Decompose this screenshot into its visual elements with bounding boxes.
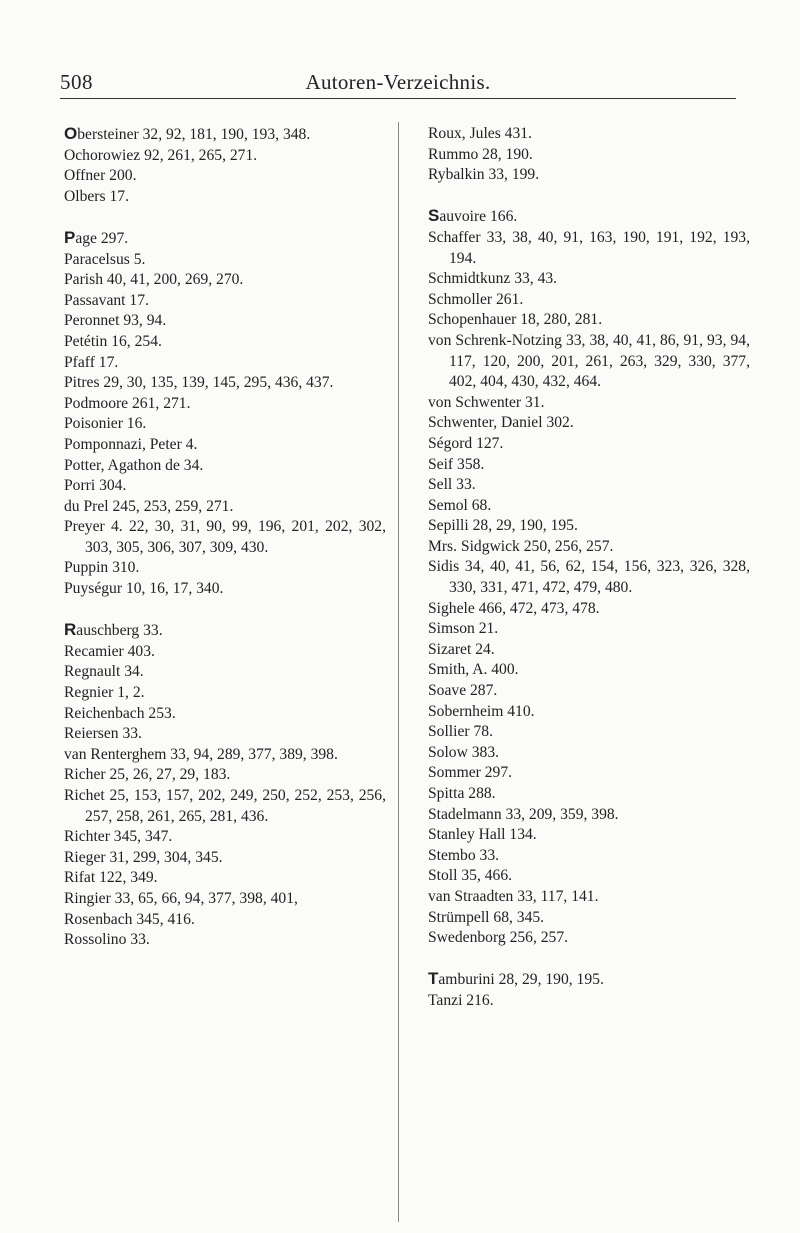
index-entry: Sommer 297.	[428, 764, 513, 782]
index-entry: Page 297.	[64, 227, 129, 247]
index-entry: Reiersen 33.	[64, 725, 142, 743]
letter-group-gap	[428, 949, 750, 970]
index-entry: Recamier 403.	[64, 642, 155, 660]
index-entry: Stanley Hall 134.	[428, 826, 537, 844]
page-number: 508	[60, 70, 93, 94]
index-entry: Sobernheim 410.	[428, 702, 535, 720]
index-entry: Pfaff 17.	[64, 353, 119, 371]
index-entry: Paracelsus 5.	[64, 250, 146, 268]
index-entry: du Prel 245, 253, 259, 271.	[64, 497, 234, 515]
index-entry: Peronnet 93, 94.	[64, 312, 167, 330]
index-entry: Regnier 1, 2.	[64, 684, 145, 702]
index-entry: Simson 21.	[428, 620, 499, 638]
index-entry: Podmoore 261, 271.	[64, 394, 191, 412]
index-entry: Sollier 78.	[428, 723, 493, 741]
index-entry: Schmidtkunz 33, 43.	[428, 270, 558, 288]
index-entry: Soave 287.	[428, 682, 498, 700]
index-entry: Pitres 29, 30, 135, 139, 145, 295, 436, 437.	[64, 374, 334, 392]
index-entry: Petétin 16, 254.	[64, 332, 162, 350]
letter-group-gap	[428, 186, 750, 207]
index-entry: Strümpell 68, 345.	[428, 908, 545, 926]
index-entry: Sidis 34, 40, 41, 56, 62, 154, 156, 323, 326, 328, 330, 331, 471, 472, 479, 480.	[428, 558, 750, 597]
index-entry: van Straadten 33, 117, 141.	[428, 887, 599, 905]
index-column-right	[428, 124, 750, 1012]
index-entry: Reichenbach 253.	[64, 704, 176, 722]
index-entry: Schaffer 33, 38, 40, 91, 163, 190, 191, 192, 193, 194.	[428, 228, 750, 267]
index-entry: Parish 40, 41, 200, 269, 270.	[64, 271, 244, 289]
index-entry: Tamburini 28, 29, 190, 195.	[428, 969, 604, 989]
column-divider	[398, 122, 399, 1222]
index-entry: Semol 68.	[428, 496, 492, 514]
index-entry: Ségord 127.	[428, 434, 504, 452]
index-entry: Preyer 4. 22, 30, 31, 90, 99, 196, 201, 202, 302, 303, 305, 306, 307, 309, 430.	[64, 518, 386, 556]
index-entry: Ringier 33, 65, 66, 94, 377, 398, 401,	[64, 889, 298, 907]
index-entry: Roux, Jules 431.	[428, 125, 532, 142]
index-entry: Sizaret 24.	[428, 640, 495, 658]
index-entry: Offner 200.	[64, 167, 137, 185]
index-entry: Poisonier 16.	[64, 415, 147, 433]
index-entry: Obersteiner 32, 92, 181, 190, 193, 348.	[64, 124, 311, 143]
index-entry: Stoll 35, 466.	[428, 867, 513, 885]
index-entry: Ochorowiez 92, 261, 265, 271.	[64, 146, 258, 164]
index-entry: Porri 304.	[64, 477, 127, 495]
index-entry: Rieger 31, 299, 304, 345.	[64, 848, 223, 866]
index-entry: Rauschberg 33.	[64, 620, 163, 640]
index-column-left	[64, 124, 386, 951]
index-entry: Spitta 288.	[428, 785, 496, 802]
index-entry: Schmoller 261.	[428, 290, 524, 308]
index-entry: Regnault 34.	[64, 663, 144, 681]
index-entry: Rummo 28, 190.	[428, 145, 533, 163]
index-entry: Swedenborg 256, 257.	[428, 929, 569, 947]
index-entry: Rybalkin 33, 199.	[428, 166, 540, 184]
index-entry: Sell 33.	[428, 476, 476, 494]
index-entry: Richter 345, 347.	[64, 828, 173, 846]
index-entry: Solow 383.	[428, 743, 500, 761]
index-entry: Sauvoire 166.	[428, 206, 518, 226]
index-entry: von Schrenk-Notzing 33, 38, 40, 41, 86, 91, 93, 94, 117, 120, 200, 201, 261, 263, 329, 330, 377, 402, 404, 430, 432, 464.	[428, 331, 750, 391]
page-header	[60, 70, 736, 99]
index-entry: Sighele 466, 472, 473, 478.	[428, 599, 600, 617]
index-entry: Potter, Agathon de 34.	[64, 456, 204, 474]
index-entry: Seif 358.	[428, 455, 485, 473]
index-entry: Rossolino 33.	[64, 931, 150, 949]
index-entry: van Renterghem 33, 94, 289, 377, 389, 398.	[64, 745, 338, 763]
index-entry: von Schwenter 31.	[428, 393, 545, 411]
index-entry: Passavant 17.	[64, 291, 149, 309]
index-entry: Rosenbach 345, 416.	[64, 910, 195, 928]
index-entry: Mrs. Sidgwick 250, 256, 257.	[428, 537, 614, 555]
index-entry: Richer 25, 26, 27, 29, 183.	[64, 766, 231, 784]
index-entry: Rifat 122, 349.	[64, 869, 158, 887]
index-entry: Puppin 310.	[64, 559, 140, 577]
index-entry: Puységur 10, 16, 17, 340.	[64, 580, 224, 598]
index-entry: Stadelmann 33, 209, 359, 398.	[428, 805, 619, 823]
index-entry: Stembo 33.	[428, 846, 500, 864]
letter-group-gap	[64, 207, 386, 228]
index-entry: Richet 25, 153, 157, 202, 249, 250, 252, 253, 256, 257, 258, 261, 265, 281, 436.	[64, 787, 386, 825]
index-entry: Smith, A. 400.	[428, 661, 519, 679]
letter-group-gap	[64, 600, 386, 621]
index-entry: Schopenhauer 18, 280, 281.	[428, 311, 603, 329]
index-entry: Sepilli 28, 29, 190, 195.	[428, 517, 578, 535]
running-title: Autoren-Verzeichnis.	[305, 70, 491, 94]
index-entry: Pomponnazi, Peter 4.	[64, 435, 198, 453]
index-entry: Olbers 17.	[64, 187, 129, 205]
index-entry: Tanzi 216.	[428, 991, 494, 1009]
index-entry: Schwenter, Daniel 302.	[428, 414, 574, 432]
